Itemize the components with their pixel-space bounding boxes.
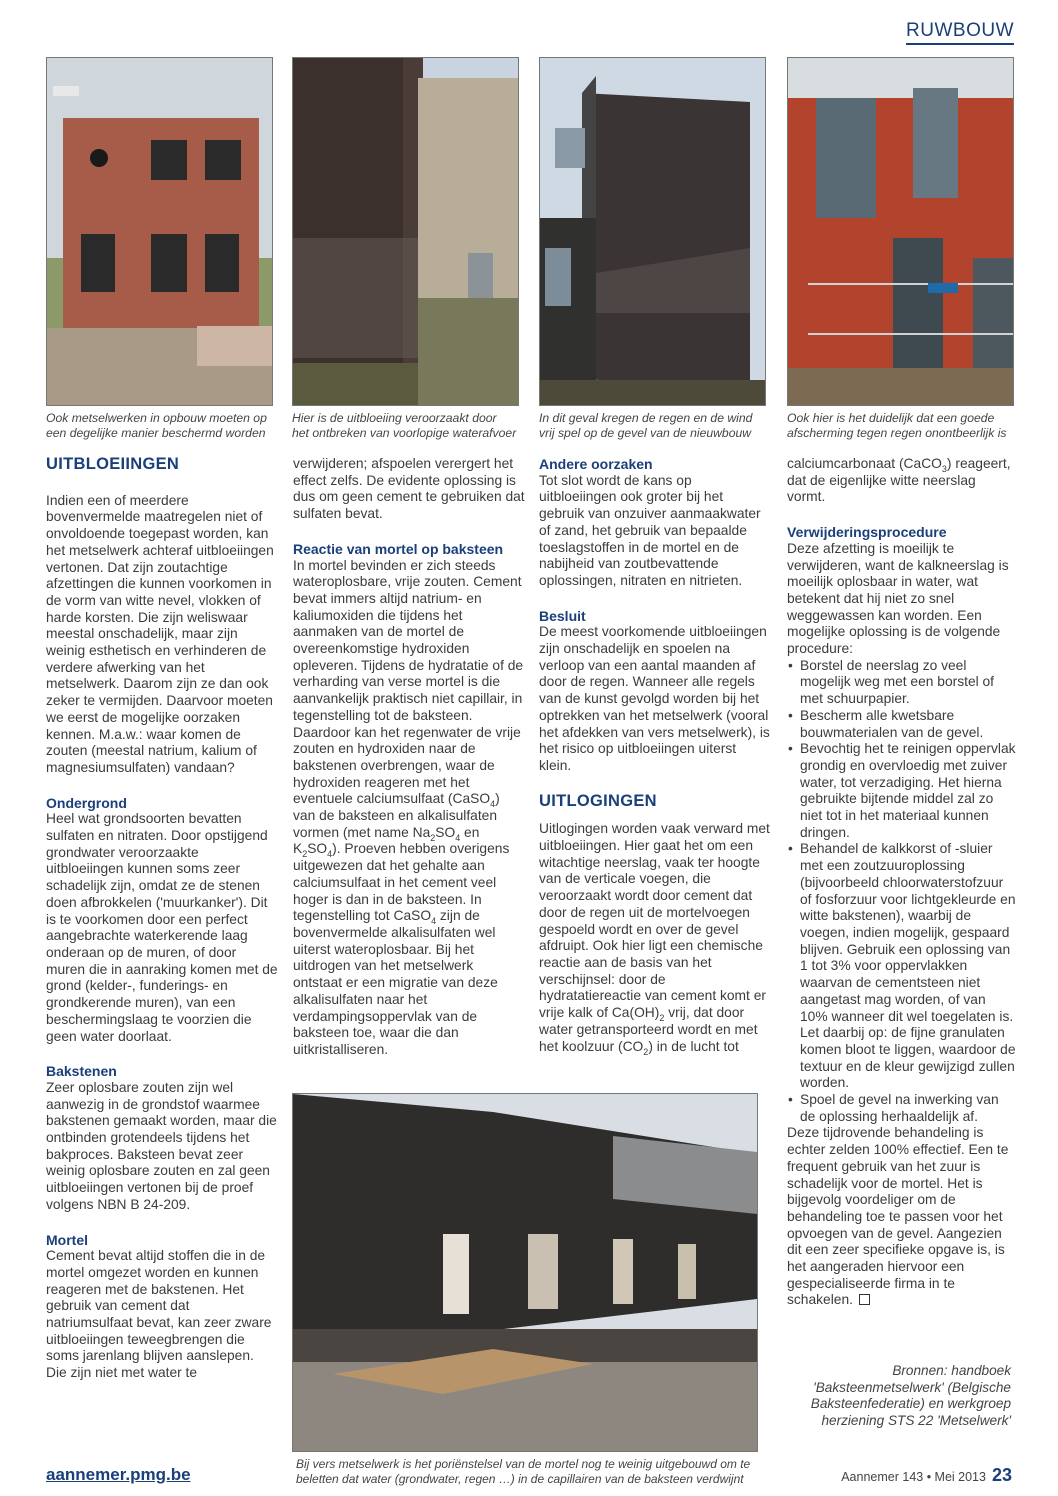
photo-brick-house [46,57,273,406]
photo-red-brick-facade [787,57,1014,406]
photo-caption: Hier is de uitbloeiing veroorzaakt door het ontbreken van voorlopige waterafvoer [292,411,517,440]
subheading-verwijderingsprocedure: Verwijderingsprocedure [787,524,947,541]
paragraph: Cement bevat altijd stoffen die in de mortel omgezet worden en kunnen reageren met de bakstenen. Het gebruik van cement dat natriumsulfaat bevat, kan zeer zware uitbloeiingen teweegbrengen die soms jarenlang blijven aanslepen. Die zijn niet met water te [46,1248,272,1381]
photo-caption: In dit geval kregen de regen en de wind vrij spel op de gevel van de nieuwbouw [539,411,753,440]
list-item: • Spoel de gevel na inwerking van de oplossing herhaaldelijk af. [787,1092,1017,1125]
list-item: • Bescherm alle kwetsbare bouwmaterialen van de gevel. [787,708,1017,741]
paragraph: Indien een of meerdere bovenvermelde maatregelen niet of onvoldoende toegepast worden, kan het metselwerk achteraf uitbloeiingen vertonen. Dat zijn zoutachtige afzettingen die kunnen voorkomen in de vorm van witte nevel, vlokken of harde korsten. Die zijn weliswaar meestal onschadelijk, maar zijn weinig esthetisch en verhinderen de verdere afwerking van het metselwerk. Daarom zijn ze dan ook zeker te vermijden. Daarvoor moeten we eerst de mogelijke oorzaken kennen. M.a.w.: waar komen de zouten (meestal natrium, kalium of magnesiumsulfaten) vandaan? [46,492,274,775]
brick-house-under-construction-icon [47,58,272,405]
end-of-article-icon [859,1294,870,1305]
heading-uitbloeiingen: UITBLOEIINGEN [46,455,180,473]
issue-label: Aannemer 143 • Mei 2013 [841,1470,986,1484]
paragraph: Deze tijdrovende behandeling is echter zelden 100% effectief. Een te frequent gebruik van het zuur is schadelijk voor de mortel. Het is bijgevolg voordeliger om de behandeling toe te passen voor het opvoegen van de gevel. Aangezien dit een zeer specifieke opgave is, is het aangeraden hiervoor een gespecialiseerde firma in te schakelen. [787,1125,1009,1308]
photo-dark-brick-facade [539,57,766,406]
photo-long-facade [292,1093,758,1452]
subheading-andere-oorzaken: Andere oorzaken [539,456,653,472]
long-dark-brick-facade-icon [293,1094,757,1451]
red-brick-facade-with-fence-icon [788,58,1013,405]
photo-dark-brick-corner [292,57,519,406]
dark-brick-facade-new-build-icon [540,58,765,405]
paragraph: De meest voorkomende uitbloeiingen zijn onschadelijk en spoelen na verloop van een aantal maanden af door de regen. Wanneer alle regels van de kunst gevolgd worden bij het optrekken van het metselwerk (vooral het afdekken van vers metselwerk), is het risico op uitbloeiingen uiterst klein. [539,624,770,773]
list-item: • Borstel de neerslag zo veel mogelijk weg met een borstel of met schuurpapier. [787,658,1017,708]
paragraph: Uitlogingen worden vaak verward met uitbloeiingen. Hier gaat het om een witachtige neerslag, vaak ter hoogte van de verticale voegen, die veroorzaakt wordt door cement dat door de regen uit de mortelvoegen gespoeld wordt en over de gevel afdruipt. Ook hier ligt een chemische reactie aan de basis van het verschijnsel: door de hydratatiereactie van cement komt er vrije kalk of $Ca(OH)_2$ vrij, dat door water getransporteerd wordt en met het koolzuur $(CO_2)$ in de lucht tot [539,821,770,1057]
paragraph: calciumcarbonaat (CaCO$_3$) reageert, dat de eigenlijke witte neerslag vormt. [787,456,1011,505]
subheading-besluit: Besluit [539,607,586,624]
paragraph: Heel wat grondsoorten bevatten sulfaten en nitraten. Door opstijgend grondwater veroorzaakte uitbloeiingen kunnen soms zeer schadelijk zijn, omdat ze de stenen doen afbrokkelen ('muurkanker'). Dit is te voorkomen door een perfect aangebrachte waterkerende laag onderaan op de muren, of door muren die in aanraking komen met de grond (kelder-, funderings- en grondkerende muren), van een beschermingslaag te voorzien die geen water doorlaat. [46,811,278,1044]
subheading-mortel: Mortel [46,1231,88,1248]
paragraph: In mortel bevinden er zich steeds wateroplosbare, vrije zouten. Cement bevat immers altijd natrium- en kaliumoxiden die tijdens het aanmaken van de mortel de overeenkomstige hydroxiden opleveren. Tijdens de hydratatie of de verharding van verse mortel is die aanvankelijk praktisch niet capillair, in tegenstelling tot de baksteen. Daardoor kan het regenwater de vrije zouten en hydroxiden naar de bakstenen overbrengen, waar de hydroxiden reageren met het eventuele calciumsulfaat (CaSO$_4$) van de baksteen en alkalisulfaten vormen (met name $Na_2SO_4$ en $K_2SO_4$). Proeven hebben overigens uitgewezen dat het gehalte aan calciumsulfaat in het cement veel hoger is dan in de baksteen. In tegenstelling tot CaSO$_4$ zijn de bovenvermelde alkalisulfaten wel uiterst wateroplosbaar. Bij het uitdrogen van het metselwerk ontstaat er een migratie van deze alkalisulfaten naar het verdampingsoppervlak van de baksteen toe, waar die dan uitkristalliseren. [293,557,524,1057]
dark-brick-corner-with-efflorescence-icon [293,58,518,405]
column-1 [46,456,278,1382]
column-4 [787,456,1017,1309]
paragraph: Zeer oplosbare zouten zijn wel aanwezig in de grondstof waarmee bakstenen gemaakt worden, maar die ontbinden grotendeels tijdens het bakproces. Baksteen bevat zeer weinig oplosbare zouten en zal geen uitbloeiingen vertonen bij de proef volgens NBN B 24-209. [46,1079,277,1212]
column-2 [293,456,525,1059]
heading-uitlogingen: UITLOGINGEN [539,791,657,810]
footer-issue [841,1465,1012,1486]
photo-caption: Ook hier is het duidelijk dat een goede afscherming tegen regen onontbeerlijk is [787,411,1007,440]
procedure-list [787,658,1017,1126]
photo-caption: Bij vers metselwerk is het poriënstelsel van de mortel nog te weinig uitgebouwd om te beletten dat water (grondwater, regen …) in de capillairen van de baksteen verdwijnt [296,1457,751,1486]
column-3 [539,456,771,1055]
paragraph: Tot slot wordt de kans op uitbloeiingen ook groter bij het gebruik van onzuiver aanmaakwater of zand, het gebruik van bepaalde toeslagstoffen in de mortel en de nabijheid van zoutbevattende oplossingen, nitraten en nitrieten. [539,472,761,588]
sources-note: Bronnen: handboek 'Baksteenmetselwerk' (Belgische Baksteenfederatie) en werkgroep herziening STS 22 'Metselwerk' [810,1363,1011,1429]
subheading-reactie: Reactie van mortel op baksteen [293,540,504,557]
page-number: 23 [991,1465,1012,1485]
footer-website-link[interactable]: aannemer.pmg.be [46,1465,191,1484]
subheading-ondergrond: Ondergrond [46,794,127,811]
paragraph: verwijderen; afspoelen verergert het effect zelfs. De evidente oplossing is dus om geen cement te gebruiken dat sulfaten bevat. [293,456,525,522]
section-tag: RUWBOUW [906,20,1014,45]
list-item: • Behandel de kalkkorst of -sluier met een zoutzuuroplossing (bijvoorbeeld chloorwaterstofzuur of fosforzuur voor lichtgekleurde en witte bakstenen), waarbij de voegen, indien mogelijk, gespaard blijven. Gebruik een oplossing van 1 tot 3% voor oppervlakken waarvan de cementsteen niet aangetast mag worden, of van 10% wanneer dit wel toegelaten is. Let daarbij op: de fijne granulaten komen bloot te liggen, waardoor de textuur en de kleur gewijzigd zullen worden. [787,841,1017,1092]
subheading-bakstenen: Bakstenen [46,1063,117,1080]
photo-caption: Ook metselwerken in opbouw moeten op een degelijke manier beschermd worden [46,411,267,440]
list-item: • Bevochtig het te reinigen oppervlak grondig en overvloedig met zuiver water, tot verzadiging. Het hierna gebruikte bijtende middel zal zo niet tot in het materiaal kunnen dringen. [787,741,1017,841]
paragraph: Deze afzetting is moeilijk te verwijderen, want de kalkneerslag is moeilijk oplosbaar in water, wat betekent dat hij niet zo snel weggewassen kan worden. Een mogelijke oplossing is de volgende procedure: [787,540,1009,657]
